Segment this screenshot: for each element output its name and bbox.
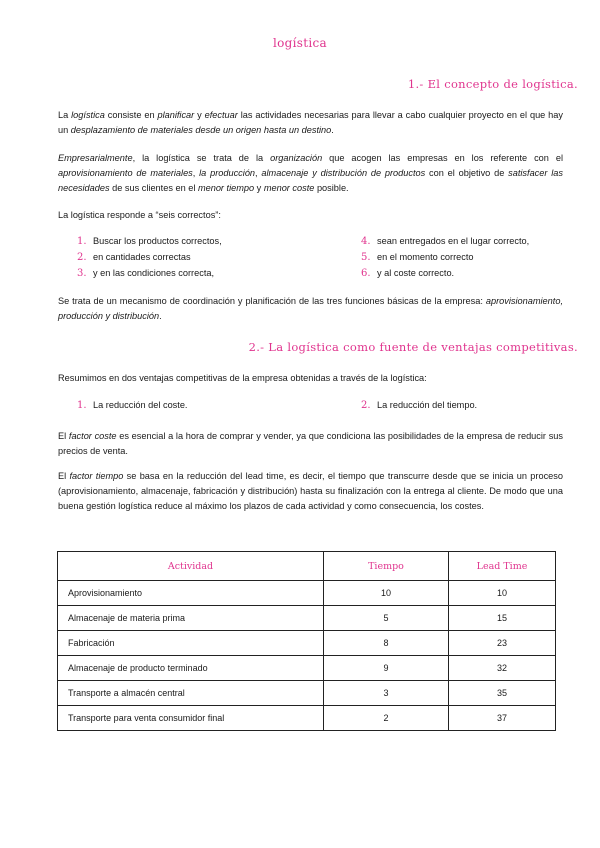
- list-item: 6. y al coste correcto.: [361, 268, 455, 279]
- column-header-activity: Actividad: [58, 552, 324, 581]
- section-1-heading: 1.- El concepto de logística.: [407, 77, 578, 91]
- time-cell: 10: [324, 581, 449, 606]
- section-2-heading: 2.- La logística como fuente de ventajas competitivas.: [248, 340, 578, 354]
- lead-time-cell: 32: [449, 656, 556, 681]
- column-header-lead-time: Lead Time: [449, 552, 556, 581]
- table-row: [58, 631, 556, 656]
- section-2-paragraph-1: Resumimos en dos ventajas competitivas de la empresa obtenidas a través de la logística:: [58, 373, 427, 383]
- activity-cell: Transporte a almacén central: [58, 681, 324, 706]
- activity-cell: Aprovisionamiento: [58, 581, 324, 606]
- activity-cell: Almacenaje de materia prima: [58, 606, 324, 631]
- lead-time-cell: 10: [449, 581, 556, 606]
- time-cell: 5: [324, 606, 449, 631]
- lead-time-cell: 37: [449, 706, 556, 731]
- section-1-paragraph-2: Empresarialmente, la logística se trata de la organización que acogen las empresas en los referente con el aprovisionamiento de materiales, la producción, almacenaje y distribución de productos con el objetivo de satisfacer las necesidades de sus clientes en el menor tiempo y menor coste posible.: [58, 153, 563, 193]
- list-item: 1. La reducción del coste.: [77, 400, 188, 411]
- list-item: 3. y en las condiciones correcta,: [77, 268, 215, 279]
- list-item: 1. Buscar los productos correctos,: [77, 236, 222, 247]
- time-cell: 8: [324, 631, 449, 656]
- list-item: 2. La reducción del tiempo.: [361, 400, 478, 411]
- list-item: 5. en el momento correcto: [361, 252, 474, 263]
- section-1-paragraph-1: La logística consiste en planificar y efectuar las actividades necesarias para llevar a cabo cualquier proyecto en el que hay un desplazamiento de materiales desde un origen hasta un destino.: [58, 110, 563, 135]
- table-row: [58, 581, 556, 606]
- table-header-row: [58, 552, 556, 581]
- list-item: 4. sean entregados en el lugar correcto,: [361, 236, 530, 247]
- section-2-paragraph-2: El factor coste es esencial a la hora de comprar y vender, ya que condiciona las posibilidades de la empresa de reducir sus precios de venta.: [58, 431, 563, 456]
- section-2-paragraph-3: El factor tiempo se basa en la reducción del lead time, es decir, el tiempo que transcurre desde que se inicia un proceso (aprovisionamiento, almacenaje, fabricación y distribución) hasta su finalización con la entrega al cliente. De modo que una buena gestión logística reduce al máximo los plazos de cada actividad y como consecuencia, los costes.: [58, 471, 563, 511]
- table-row: [58, 656, 556, 681]
- lead-time-table: [57, 551, 556, 731]
- section-1-paragraph-4: Se trata de un mecanismo de coordinación y planificación de las tres funciones básicas de la empresa: aprovisionamiento, producción y distribución.: [58, 296, 563, 321]
- lead-time-cell: 15: [449, 606, 556, 631]
- document-title: logística: [273, 36, 327, 50]
- table-row: [58, 606, 556, 631]
- time-cell: 3: [324, 681, 449, 706]
- column-header-time: Tiempo: [324, 552, 449, 581]
- lead-time-cell: 35: [449, 681, 556, 706]
- time-cell: 2: [324, 706, 449, 731]
- lead-time-cell: 23: [449, 631, 556, 656]
- activity-cell: Fabricación: [58, 631, 324, 656]
- time-cell: 9: [324, 656, 449, 681]
- table-row: [58, 681, 556, 706]
- activity-cell: Transporte para venta consumidor final: [58, 706, 324, 731]
- table-row: [58, 706, 556, 731]
- activity-cell: Almacenaje de producto terminado: [58, 656, 324, 681]
- six-corrects-intro: La logística responde a “seis correctos”:: [58, 210, 221, 220]
- list-item: 2. en cantidades correctas: [77, 252, 191, 263]
